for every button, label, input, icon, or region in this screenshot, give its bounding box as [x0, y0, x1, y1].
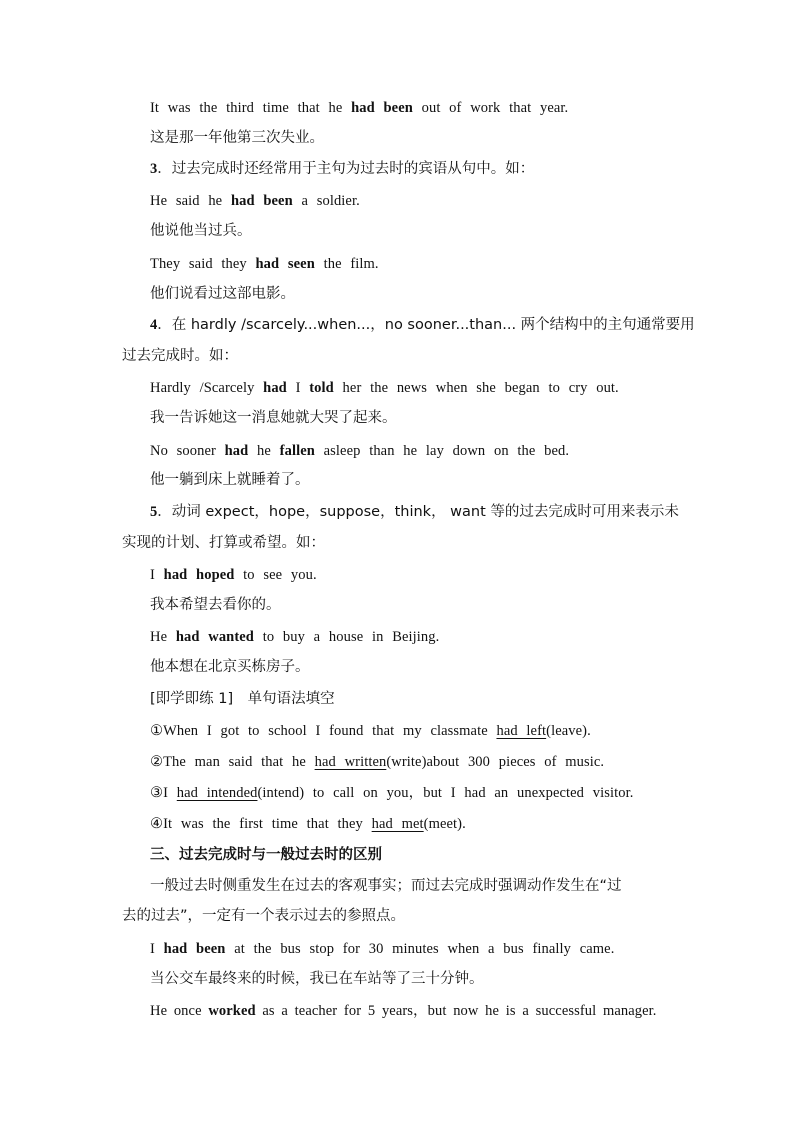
rule-number: 3	[150, 161, 158, 177]
bold-verb: had seen	[255, 256, 315, 272]
example-sentence	[150, 254, 379, 274]
text: He	[150, 629, 176, 645]
question-text: (leave).	[546, 723, 591, 739]
translation: 他说他当过兵。	[150, 223, 252, 239]
exercise-item	[150, 752, 604, 772]
bold-verb: had been	[230, 193, 293, 209]
answer-blank: had left	[496, 723, 547, 739]
rule-heading	[150, 502, 679, 522]
text: a soldier.	[292, 193, 360, 209]
bold-verb: told	[309, 380, 334, 396]
bold-verb: fallen	[279, 443, 315, 459]
answer-blank: had written	[314, 754, 387, 770]
translation: 这是那一年他第三次失业。	[150, 130, 324, 146]
example-sentence	[150, 441, 569, 461]
example-sentence	[150, 939, 614, 959]
example-sentence	[150, 627, 439, 647]
rule-number: 4	[150, 317, 158, 333]
bold-verb: had	[224, 443, 249, 459]
text: her the news when she began to cry out.	[333, 380, 619, 396]
exercise-item	[150, 783, 633, 803]
rule-text-continued: 过去完成时。如：	[122, 348, 238, 364]
text: I	[286, 380, 310, 396]
translation: 他们说看过这部电影。	[150, 286, 295, 302]
text: as a teacher for 5 years，but now he is a successful manager.	[255, 1003, 657, 1019]
text: he	[248, 443, 280, 459]
translation: 当公交车最终来的时候，我已在车站等了三十分钟。	[150, 971, 484, 987]
bold-verb: had wanted	[175, 629, 254, 645]
bold-verb: had been	[351, 100, 413, 116]
translation: 我本希望去看你的。	[150, 597, 281, 613]
translation: 他本想在北京买栋房子。	[150, 659, 310, 675]
rule-text: ．在 hardly /scarcely...when...，no sooner...than... 两个结构中的主句通常要用	[157, 317, 695, 333]
example-sentence	[150, 565, 317, 585]
paragraph-continued: 去的过去”，一定有一个表示过去的参照点。	[122, 908, 406, 924]
rule-heading	[150, 315, 695, 335]
question-text: ②The man said that he	[150, 754, 315, 770]
rule-text-continued: 实现的计划、打算或希望。如：	[122, 535, 325, 551]
question-text: ④It was the first time that they	[150, 816, 372, 832]
text: Hardly /Scarcely	[150, 380, 264, 396]
rule-heading	[150, 159, 534, 179]
text: He once	[150, 1003, 209, 1019]
text: I	[150, 567, 164, 583]
text: at the bus stop for 30 minutes when a bus finally came.	[225, 941, 615, 957]
translation: 他一躺到床上就睡着了。	[150, 472, 310, 488]
example-sentence	[150, 191, 360, 211]
text: He said he	[150, 193, 231, 209]
exercise-item	[150, 814, 466, 834]
bold-verb: had been	[163, 941, 226, 957]
text: I	[150, 941, 164, 957]
example-sentence	[150, 1001, 657, 1021]
text: out of work that year.	[412, 100, 569, 116]
answer-blank: had met	[371, 816, 424, 832]
question-text: (meet).	[423, 816, 466, 832]
section-heading: 三、过去完成时与一般过去时的区别	[150, 847, 382, 863]
text: to see you.	[234, 567, 317, 583]
exercise-item	[150, 721, 591, 741]
question-text: (intend) to call on you，but I had an unexpected visitor.	[257, 785, 634, 801]
rule-number: 5	[150, 504, 158, 520]
paragraph: 一般过去时侧重发生在过去的客观事实；而过去完成时强调动作发生在“过	[150, 878, 622, 894]
bold-verb: worked	[208, 1003, 256, 1019]
text: It was the third time that he	[150, 100, 352, 116]
example-sentence	[150, 98, 568, 118]
text: They said they	[150, 256, 256, 272]
text: to buy a house in Beijing.	[253, 629, 440, 645]
text: asleep than he lay down on the bed.	[314, 443, 570, 459]
bold-verb: had	[263, 380, 287, 396]
rule-text: ．动词 expect，hope，suppose，think， want 等的过去完成时可用来表示未	[157, 504, 679, 520]
text: the film.	[314, 256, 379, 272]
text: No sooner	[150, 443, 225, 459]
example-sentence	[150, 378, 619, 398]
question-text: ①When I got to school I found that my classmate	[150, 723, 497, 739]
exercise-heading: [即学即练 1] 单句语法填空	[150, 691, 335, 707]
question-text: ③I	[150, 785, 177, 801]
rule-text: ．过去完成时还经常用于主句为过去时的宾语从句中。如：	[157, 161, 535, 177]
answer-blank: had intended	[176, 785, 258, 801]
translation: 我一告诉她这一消息她就大哭了起来。	[150, 410, 397, 426]
bold-verb: had hoped	[163, 567, 235, 583]
question-text: (write)about 300 pieces of music.	[386, 754, 605, 770]
